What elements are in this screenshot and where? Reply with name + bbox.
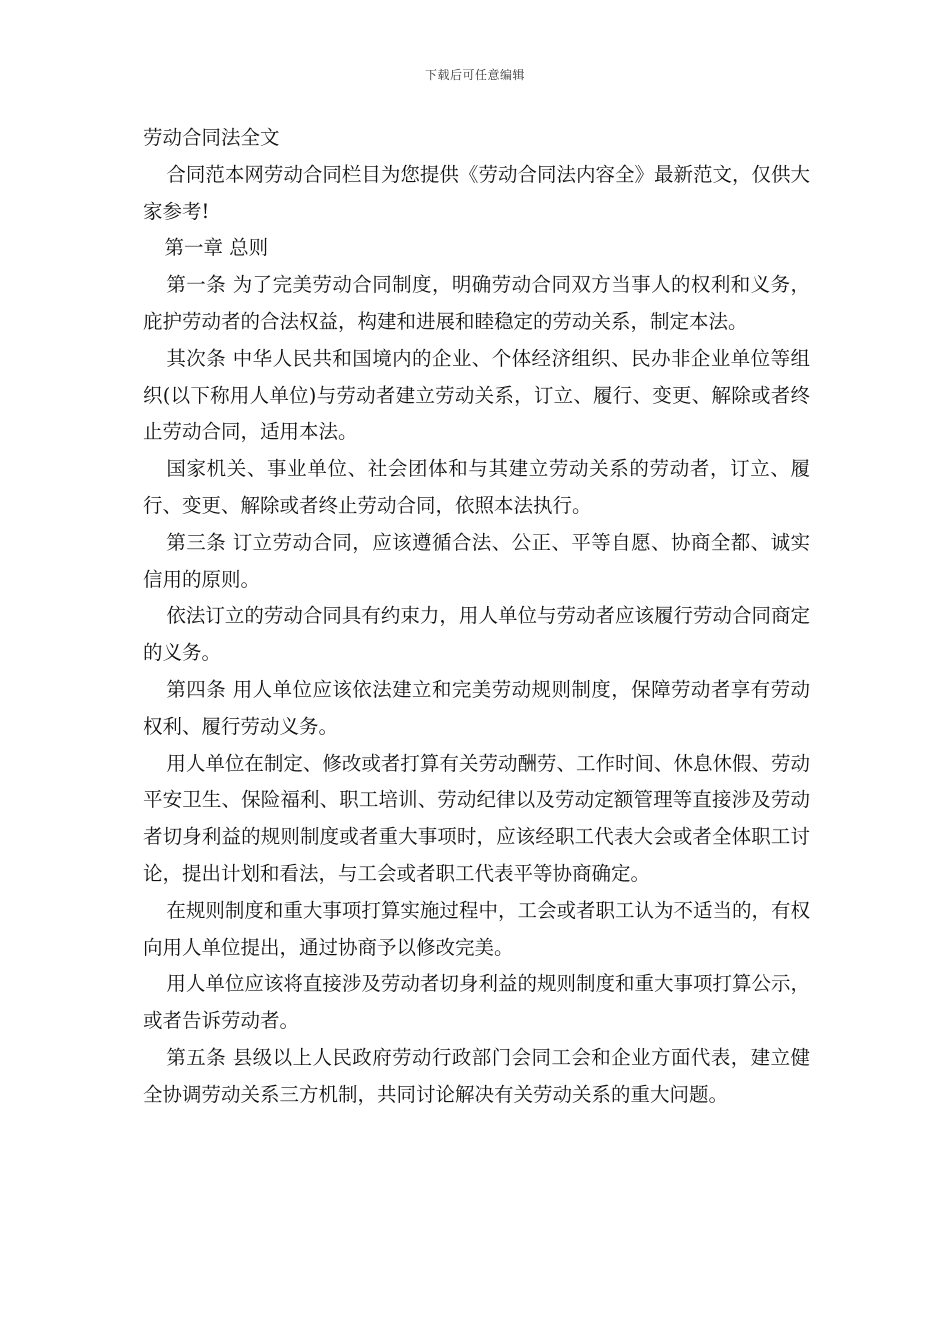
chapter-heading: 第一章 总则 (164, 236, 269, 260)
article-paragraph: 第五条 县级以上人民政府劳动行政部门会同工会和企业方面代表，建立健全协调劳动关系三方机制，共同讨论解决有关劳动关系的重大问题。 (143, 1045, 810, 1106)
article-paragraph: 其次条 中华人民共和国境内的企业、个体经济组织、民办非企业单位等组织(以下称用人单位)与劳动者建立劳动关系，订立、履行、变更、解除或者终止劳动合同，适用本法。 (143, 346, 810, 444)
article-paragraph: 第四条 用人单位应该依法建立和完美劳动规则制度，保障劳动者享有劳动权利、履行劳动义务。 (143, 677, 810, 738)
article-paragraph: 在规则制度和重大事项打算实施过程中，工会或者职工认为不适当的，有权向用人单位提出，通过协商予以修改完美。 (143, 898, 810, 959)
intro-paragraph: 合同范本网劳动合同栏目为您提供《劳动合同法内容全》最新范文，仅供大家参考! (143, 162, 810, 223)
article-paragraph: 用人单位应该将直接涉及劳动者切身利益的规则制度和重大事项打算公示，或者告诉劳动者。 (143, 972, 810, 1033)
document-body (143, 120, 810, 1114)
article-paragraph: 依法订立的劳动合同具有约束力，用人单位与劳动者应该履行劳动合同商定的义务。 (143, 604, 810, 665)
article-paragraph: 用人单位在制定、修改或者打算有关劳动酬劳、工作时间、休息休假、劳动平安卫生、保险福利、职工培训、劳动纪律以及劳动定额管理等直接涉及劳动者切身利益的规则制度或者重大事项时，应该经职工代表大会或者全体职工讨论，提出计划和看法，与工会或者职工代表平等协商确定。 (143, 751, 810, 885)
article-paragraph: 第一条 为了完美劳动合同制度，明确劳动合同双方当事人的权利和义务，庇护劳动者的合法权益，构建和进展和睦稳定的劳动关系，制定本法。 (143, 273, 810, 333)
article-paragraph: 国家机关、事业单位、社会团体和与其建立劳动关系的劳动者，订立、履行、变更、解除或者终止劳动合同，依照本法执行。 (143, 457, 810, 517)
document-title: 劳动合同法全文 (143, 126, 280, 149)
page-header-note: 下载后可任意编辑 (424, 68, 525, 82)
article-paragraph: 第三条 订立劳动合同，应该遵循合法、公正、平等自愿、协商全都、诚实信用的原则。 (143, 530, 810, 591)
